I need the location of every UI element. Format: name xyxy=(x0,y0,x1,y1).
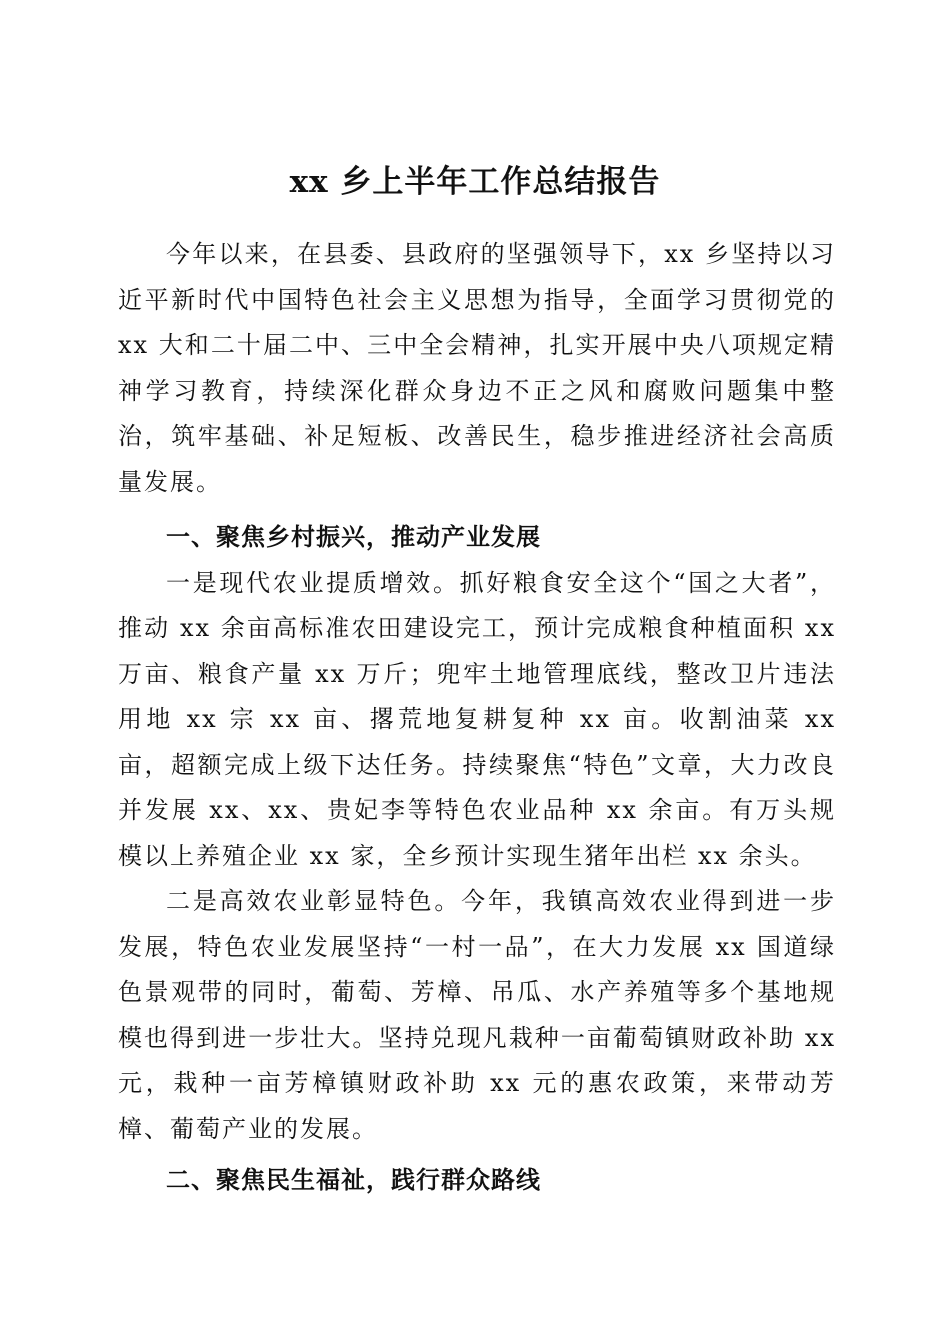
document-title: xx 乡上半年工作总结报告 xyxy=(289,163,661,200)
section1-paragraph-2: 二是高效农业彰显特色。今年，我镇高效农业得到进一步发展，特色农业发展坚持“一村一品”，在大力发展 xx 国道绿色景观带的同时，葡萄、芳樟、吊瓜、水产养殖等多个基地规模也得到进一步壮大。坚持兑现凡栽种一亩葡萄镇财政补助 xx 元，栽种一亩芳樟镇财政补助 xx 元的惠农政策，来带动芳樟、葡萄产业的发展。 xyxy=(118,887,836,1143)
document-body xyxy=(118,232,836,1204)
section-heading-2: 二、聚焦民生福祉，践行群众路线 xyxy=(166,1166,541,1194)
intro-paragraph: 今年以来，在县委、县政府的坚强领导下，xx 乡坚持以习近平新时代中国特色社会主义思想为指导，全面学习贯彻党的 xx 大和二十届二中、三中全会精神，扎实开展中央八项规定精神学习教育，持续深化群众身边不正之风和腐败问题集中整治，筑牢基础、补足短板、改善民生，稳步推进经济社会高质量发展。 xyxy=(118,240,836,496)
section1-paragraph-1: 一是现代农业提质增效。抓好粮食安全这个“国之大者”，推动 xx 余亩高标准农田建设完工，预计完成粮食种植面积 xx 万亩、粮食产量 xx 万斤；兜牢土地管理底线，整改卫片违法用地 xx 宗 xx 亩、撂荒地复耕复种 xx 亩。收割油菜 xx 亩，超额完成上级下达任务。持续聚焦“特色”文章，大力改良并发展 xx、xx、贵妃李等特色农业品种 xx 余亩。有万头规模以上养殖企业 xx 家，全乡预计实现生猪年出栏 xx 余头。 xyxy=(118,568,836,870)
section-heading-1: 一、聚焦乡村振兴，推动产业发展 xyxy=(166,523,541,551)
